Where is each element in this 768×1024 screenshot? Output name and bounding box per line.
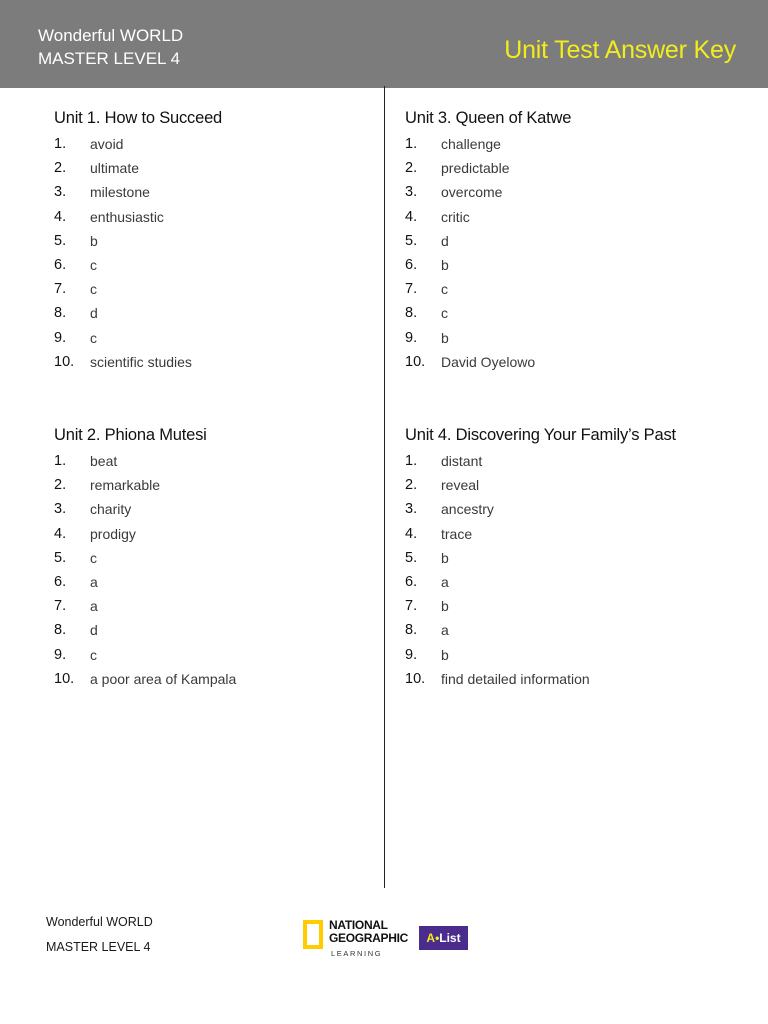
a-list-logo [419,926,468,950]
header-series-name: Wonderful WORLD [38,26,184,45]
a-list-word: List [439,931,461,945]
answer-item [54,351,384,375]
answer-item [54,133,384,157]
answer-number: 5. [405,232,418,249]
answer-number: 8. [405,305,418,322]
answer-number: 6. [405,573,418,590]
answer-number: 8. [54,622,67,639]
answer-item [405,230,735,254]
a-list-dot-icon: • [435,931,440,945]
answer-text: b [441,256,449,273]
answer-list [54,133,384,375]
answer-item [405,474,735,498]
answer-number: 8. [405,622,418,639]
answer-item [405,254,735,278]
answer-item [405,668,735,692]
answer-number: 4. [405,525,418,542]
publisher-name-line2: GEOGRAPHIC [329,930,409,945]
answer-number: 6. [405,256,418,273]
answer-text: d [90,305,98,322]
answer-item [54,474,384,498]
answer-text: trace [441,525,473,542]
answer-text: scientific studies [90,353,192,370]
answer-list [54,450,384,692]
answer-item [54,157,384,181]
answer-item [54,181,384,205]
answer-text: c [441,305,448,322]
national-geographic-logo [303,919,413,961]
answer-item [54,230,384,254]
answer-item [54,327,384,351]
answer-text: b [90,232,98,249]
publisher-subtitle: LEARNING [331,949,383,958]
answer-number: 9. [54,329,67,346]
answer-item [54,278,384,302]
answer-number: 1. [54,136,67,152]
answer-item [405,450,735,474]
answer-number: 3. [54,501,67,518]
answer-number: 2. [405,477,418,494]
answer-number: 7. [54,598,67,615]
answer-list [405,133,735,375]
answer-item [54,450,384,474]
answer-number: 8. [54,305,67,322]
footer-series [46,910,153,960]
answer-number: 4. [405,208,418,225]
answer-item [405,644,735,668]
publisher-name [329,919,408,944]
answer-item [405,571,735,595]
answer-number: 9. [405,646,418,663]
answer-item [54,206,384,230]
answer-number: 1. [54,453,67,469]
answer-number: 2. [54,477,67,494]
answer-text: David Oyelowo [441,353,536,370]
answer-item [405,619,735,643]
answer-text: c [90,549,97,566]
yellow-frame-icon [303,920,323,949]
page-title: Unit Test Answer Key [504,36,736,64]
answer-number: 1. [405,136,418,152]
header-series-level: MASTER LEVEL 4 [38,49,181,68]
answer-text: b [441,646,449,663]
answer-text: c [90,256,97,273]
answer-number: 9. [54,646,67,663]
answer-text: d [441,232,449,249]
answer-number: 9. [405,329,418,346]
answer-text: b [441,549,449,566]
answer-number: 10. [54,670,75,687]
a-list-letter: A [426,931,436,945]
answer-number: 10. [54,353,75,370]
answer-number: 2. [54,160,67,177]
answer-item [405,302,735,326]
answer-text: b [441,598,449,615]
answer-text: prodigy [90,525,136,542]
answer-number: 7. [405,281,418,298]
page-header [0,0,768,88]
answer-text: ultimate [90,160,140,177]
unit-3-section [405,107,735,375]
answer-text: a poor area of Kampala [90,670,237,687]
answer-number: 6. [54,256,67,273]
answer-item [405,547,735,571]
unit-4-section [405,424,735,692]
answer-item [54,571,384,595]
answer-item [54,595,384,619]
footer-series-level: MASTER LEVEL 4 [46,940,151,954]
answer-number: 6. [54,573,67,590]
answer-item [405,133,735,157]
answer-item [54,302,384,326]
answer-item [405,327,735,351]
answer-text: charity [90,501,132,518]
answer-item [405,278,735,302]
answer-number: 4. [54,208,67,225]
answer-text: critic [441,208,470,225]
answer-item [405,157,735,181]
answer-text: enthusiastic [90,208,164,225]
answer-text: a [90,573,98,590]
answer-item [54,668,384,692]
answer-number: 3. [405,184,418,201]
answer-item [54,498,384,522]
answer-item [405,595,735,619]
answer-text: a [90,598,98,615]
answer-text: overcome [441,184,503,201]
answer-number: 4. [54,525,67,542]
answer-text: challenge [441,136,501,152]
answer-text: d [90,622,98,639]
header-series [38,24,183,70]
answer-text: a [441,573,449,590]
answer-number: 10. [405,670,426,687]
answer-number: 3. [54,184,67,201]
answer-item [405,206,735,230]
answer-number: 7. [405,598,418,615]
answer-text: reveal [441,477,480,494]
answer-text: c [90,329,97,346]
unit-title: Unit 3. Queen of Katwe [405,109,572,127]
answer-text: avoid [90,136,124,152]
answer-number: 1. [405,453,418,469]
answer-number: 5. [54,549,67,566]
answer-number: 2. [405,160,418,177]
unit-title: Unit 1. How to Succeed [54,109,223,127]
answer-text: predictable [441,160,510,177]
answer-text: beat [90,453,118,469]
publisher-name-line1: NATIONAL [329,918,388,932]
answer-text: b [441,329,449,346]
answer-item [54,547,384,571]
footer-series-name: Wonderful WORLD [46,915,153,929]
answer-item [54,644,384,668]
answer-item [54,254,384,278]
answer-item [405,181,735,205]
answer-text: a [441,622,449,639]
answer-item [405,523,735,547]
answer-text: c [90,281,97,298]
answer-text: remarkable [90,477,161,494]
answer-number: 7. [54,281,67,298]
answer-item [405,498,735,522]
answer-text: c [441,281,448,298]
answer-number: 3. [405,501,418,518]
unit-2-section [54,424,384,692]
answer-text: find detailed information [441,670,590,687]
unit-title: Unit 2. Phiona Mutesi [54,426,207,444]
answer-text: milestone [90,184,150,201]
unit-1-section [54,107,384,375]
answer-text: c [90,646,97,663]
answer-number: 10. [405,353,426,370]
answer-text: ancestry [441,501,494,518]
answer-number: 5. [54,232,67,249]
answer-number: 5. [405,549,418,566]
unit-title: Unit 4. Discovering Your Family’s Past [405,426,676,444]
column-divider [384,86,385,888]
answer-list [405,450,735,692]
answer-item [54,523,384,547]
answer-item [54,619,384,643]
answer-item [405,351,735,375]
answer-text: distant [441,453,483,469]
